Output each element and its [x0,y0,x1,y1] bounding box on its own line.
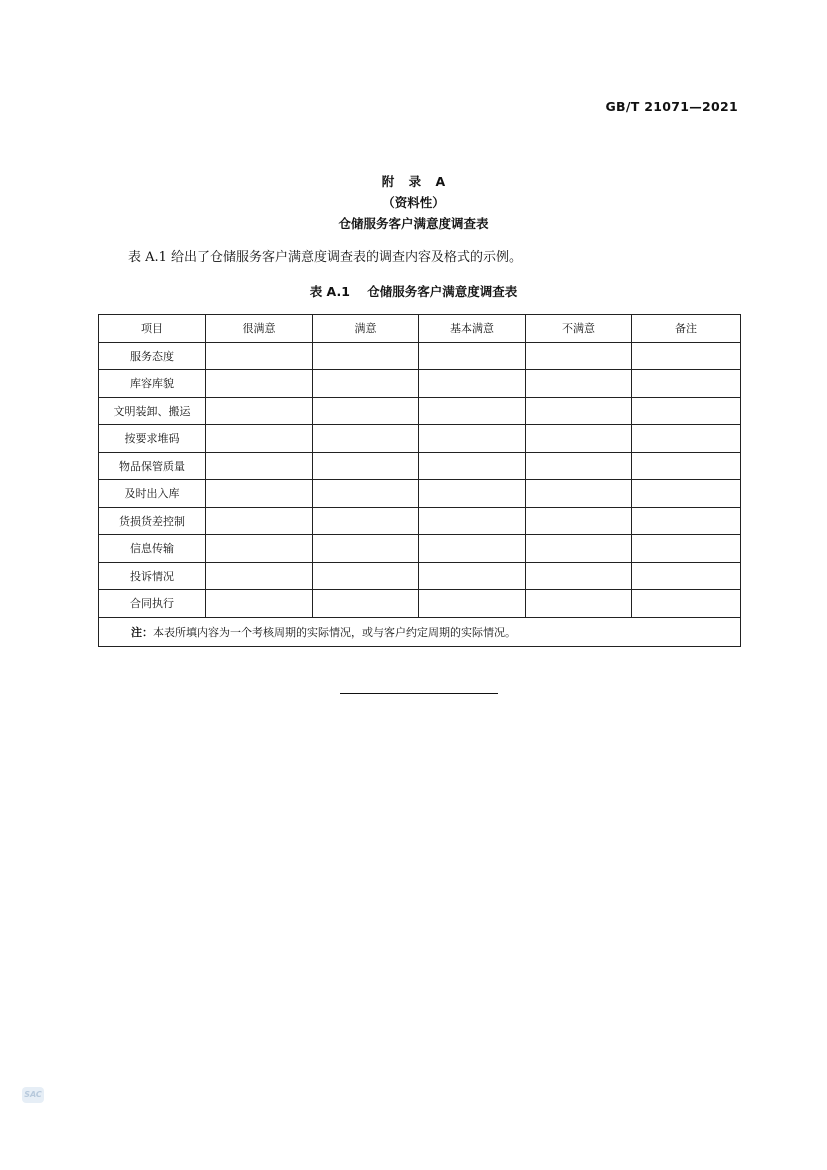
table-row [99,425,741,453]
rating-cell [526,562,632,590]
row-label: 合同执行 [99,590,206,618]
remarks-cell [632,370,741,398]
remarks-cell [632,480,741,508]
remarks-cell [632,425,741,453]
note-label: 注： [131,625,153,639]
rating-cell [206,507,313,535]
rating-cell [526,590,632,618]
remarks-cell [632,507,741,535]
end-of-annex-rule [340,693,498,694]
rating-cell [313,562,419,590]
remarks-cell [632,562,741,590]
rating-cell [526,452,632,480]
column-header-item: 项目 [99,315,206,343]
column-header-satisfied: 满意 [313,315,419,343]
row-label: 投诉情况 [99,562,206,590]
rating-cell [419,370,526,398]
rating-cell [206,480,313,508]
column-header-remarks: 备注 [632,315,741,343]
rating-cell [313,535,419,563]
row-label: 文明装卸、搬运 [99,397,206,425]
row-label: 及时出入库 [99,480,206,508]
standard-code: GB/T 21071—2021 [605,99,738,114]
table-row [99,507,741,535]
rating-cell [313,370,419,398]
remarks-cell [632,590,741,618]
rating-cell [206,370,313,398]
rating-cell [526,397,632,425]
column-header-dissatisfied: 不满意 [526,315,632,343]
rating-cell [313,590,419,618]
satisfaction-survey-table [98,314,741,647]
table-row [99,452,741,480]
rating-cell [419,342,526,370]
rating-cell [206,562,313,590]
rating-cell [526,370,632,398]
rating-cell [526,480,632,508]
rating-cell [526,425,632,453]
rating-cell [419,480,526,508]
rating-cell [313,480,419,508]
intro-paragraph: 表 A.1 给出了仓储服务客户满意度调查表的调查内容及格式的示例。 [128,250,523,265]
rating-cell [419,562,526,590]
column-header-very-satisfied: 很满意 [206,315,313,343]
rating-cell [526,507,632,535]
row-label: 信息传输 [99,535,206,563]
table-row [99,397,741,425]
table-row [99,535,741,563]
table-row [99,342,741,370]
table-caption: 表 A.1 仓储服务客户满意度调查表 [309,284,518,299]
rating-cell [313,342,419,370]
remarks-cell [632,342,741,370]
rating-cell [419,452,526,480]
note-text: 本表所填内容为一个考核周期的实际情况，或与客户约定周期的实际情况。 [153,625,516,639]
rating-cell [419,535,526,563]
rating-cell [419,397,526,425]
rating-cell [313,425,419,453]
row-label: 货损货差控制 [99,507,206,535]
annex-title: 附 录 A [381,174,446,189]
rating-cell [313,452,419,480]
remarks-cell [632,452,741,480]
row-label: 按要求堆码 [99,425,206,453]
row-label: 服务态度 [99,342,206,370]
table-row [99,480,741,508]
table-row [99,370,741,398]
table-row [99,590,741,618]
rating-cell [313,397,419,425]
rating-cell [206,397,313,425]
column-header-basically-satisfied: 基本满意 [419,315,526,343]
sac-logo: SAC [22,1087,44,1103]
table-note [99,617,741,646]
rating-cell [206,590,313,618]
annex-name: 仓储服务客户满意度调查表 [338,216,489,231]
rating-cell [419,507,526,535]
remarks-cell [632,535,741,563]
rating-cell [526,342,632,370]
annex-type: （资料性） [382,195,445,210]
rating-cell [206,425,313,453]
rating-cell [313,507,419,535]
rating-cell [206,342,313,370]
rating-cell [419,590,526,618]
rating-cell [206,452,313,480]
table-header-row [99,315,741,343]
rating-cell [206,535,313,563]
table-note-row [99,617,741,646]
rating-cell [526,535,632,563]
remarks-cell [632,397,741,425]
row-label: 物品保管质量 [99,452,206,480]
row-label: 库容库貌 [99,370,206,398]
rating-cell [419,425,526,453]
table-row [99,562,741,590]
